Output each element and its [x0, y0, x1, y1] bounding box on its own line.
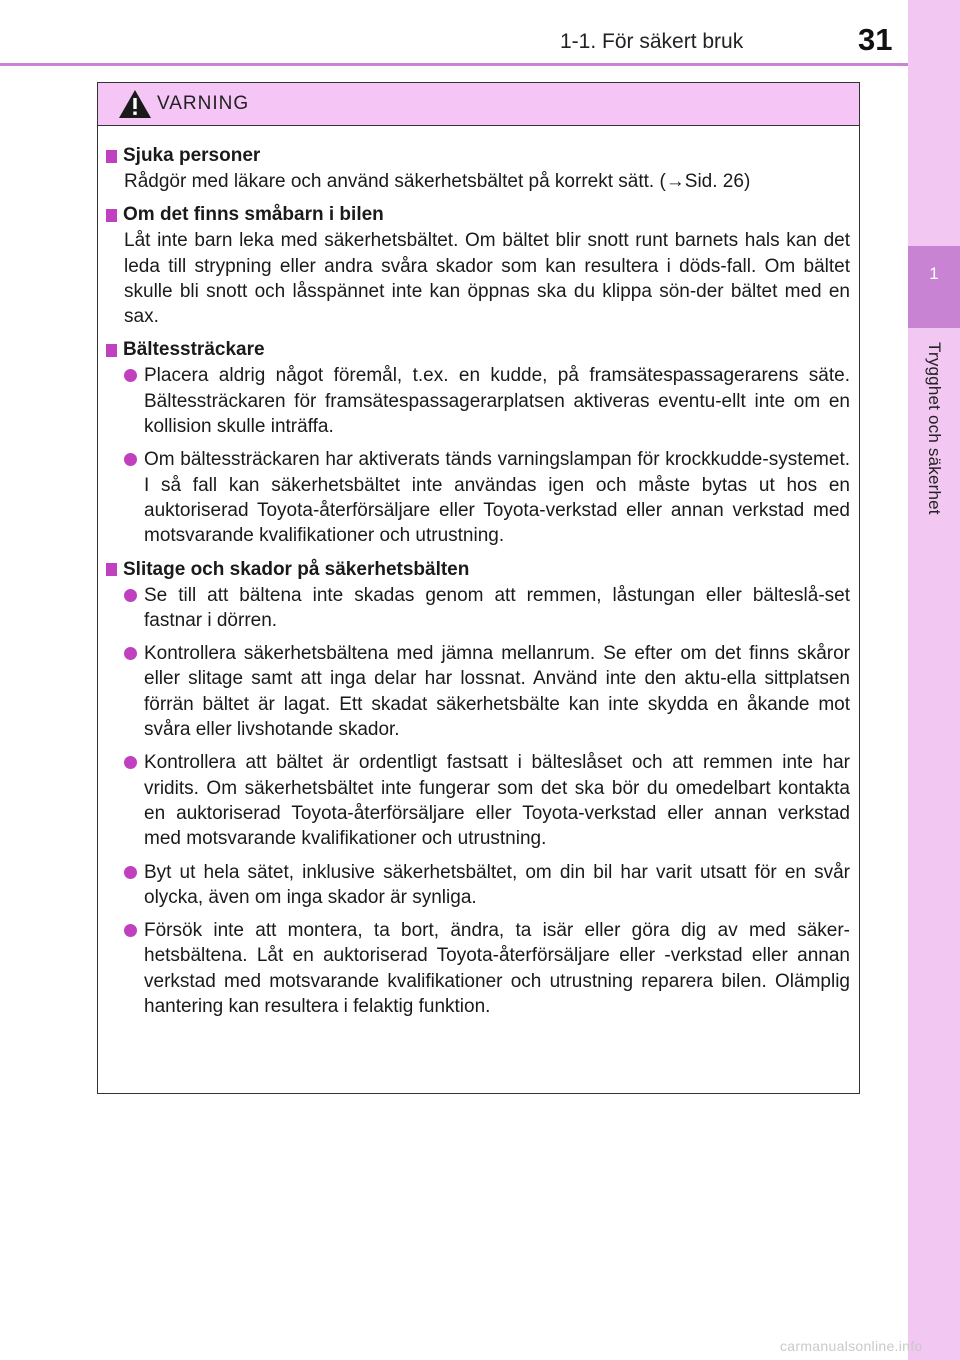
bullet-text: Om bältessträckaren har aktiverats tänds varningslampan för krockkudde-systemet. I så fall kan säkerhetsbältet inte användas igen och måste bytas ut hos en auktoriserad Toyota-återförsäljare eller Toyota-verkstad eller annan verkstad med motsvarande kvalifikationer och utrustning.: [144, 449, 850, 547]
section-title-text: Sjuka personer: [123, 145, 261, 166]
section-title: [106, 557, 850, 583]
warning-section: [106, 143, 850, 194]
header-title: 1-1. För säkert bruk: [560, 30, 744, 53]
square-bullet-icon: [106, 150, 117, 163]
side-tab: [908, 0, 960, 1360]
bullet-text: Placera aldrig något föremål, t.ex. en kudde, på framsätespassagerarens säte. Bältessträckaren för framsätespassagerarplatsen aktiveras eventu-ellt inte om en kollision skulle inträffa.: [144, 365, 850, 438]
warning-body: [98, 126, 859, 1019]
chapter-title: Trygghet och säkerhet: [925, 342, 944, 515]
section-paragraph: Rådgör med läkare och använd säkerhetsbältet på korrekt sätt. (→Sid. 26): [124, 171, 751, 192]
circle-bullet-icon: [124, 924, 137, 937]
warning-section: [106, 202, 850, 329]
warning-section: [106, 557, 850, 1020]
warning-section: [106, 337, 850, 548]
circle-bullet-icon: [124, 866, 137, 879]
bullet-item: [106, 860, 850, 911]
square-bullet-icon: [106, 209, 117, 222]
bullet-text: Byt ut hela sätet, inklusive säkerhetsbältet, om din bil har varit utsatt för en svår olycka, även om inga skador är synliga.: [144, 861, 850, 908]
bullet-item: [106, 447, 850, 548]
side-tab-active-chapter[interactable]: [908, 246, 960, 328]
warning-label: VARNING: [157, 93, 250, 114]
section-title: [106, 202, 850, 228]
bullet-text: Försök inte att montera, ta bort, ändra, ta isär eller göra dig av med säker-hetsbältena. Låt en auktoriserad Toyota-återförsäljare eller -verkstad eller annan verkstad med motsvarande kvalifikationer och utrustning reparera bilen. Olämplig hantering kan resultera i felaktig funktion.: [144, 920, 850, 1018]
warning-header: [98, 83, 859, 126]
bullet-item: [106, 583, 850, 634]
square-bullet-icon: [106, 563, 117, 576]
page-number: 31: [858, 22, 893, 57]
section-title-text: Om det finns småbarn i bilen: [123, 204, 384, 226]
section-title-text: Bältessträckare: [123, 339, 265, 361]
section-paragraph: Låt inte barn leka med säkerhetsbältet. Om bältet blir snott runt barnets hals kan det leda till strypning eller andra svåra skador som kan resultera i döds-fall. Om bältet skulle bli snott och låsspännet inte kan öppnas ska du klippa sön-der bältet med en sax.: [124, 230, 850, 328]
bullet-text: Kontrollera säkerhetsbältena med jämna mellanrum. Se efter om det finns skåror eller slitage samt att inga delar har lossnat. Använd inte den aktu-ella sittplatsen förrän bältet är lagat. Ett skadat säkerhetsbälte kan inte skydda en åkande mot svåra eller livshotande skador.: [144, 643, 850, 741]
circle-bullet-icon: [124, 647, 137, 660]
bullet-text: Kontrollera att bältet är ordentligt fastsatt i bälteslåset och att remmen inte har vridits. Om säkerhetsbältet inte fungerar som det ska bör du omedelbart kontakta en auktoriserad Toyota-återförsäljare eller Toyota-verkstad eller annan verkstad med motsvarande kvalifikationer och utrustning.: [144, 752, 850, 850]
section-title-text: Slitage och skador på säkerhetsbälten: [123, 558, 470, 580]
circle-bullet-icon: [124, 589, 137, 602]
bullet-text: Se till att bältena inte skadas genom att remmen, låstungan eller bälteslå-set fastnar i dörren.: [144, 584, 850, 631]
warning-triangle-icon: [118, 89, 152, 124]
bullet-item: [106, 641, 850, 742]
circle-bullet-icon: [124, 369, 137, 382]
warning-box: [97, 82, 860, 1094]
chapter-number: 1: [929, 264, 939, 283]
square-bullet-icon: [106, 344, 117, 357]
bullet-item: [106, 363, 850, 439]
section-title: [106, 337, 850, 363]
header-rule: [0, 63, 908, 66]
bullet-item: [106, 918, 850, 1019]
circle-bullet-icon: [124, 756, 137, 769]
bullet-item: [106, 750, 850, 851]
section-title: [106, 143, 850, 169]
circle-bullet-icon: [124, 453, 137, 466]
watermark: carmanualsonline.info: [780, 1338, 923, 1354]
